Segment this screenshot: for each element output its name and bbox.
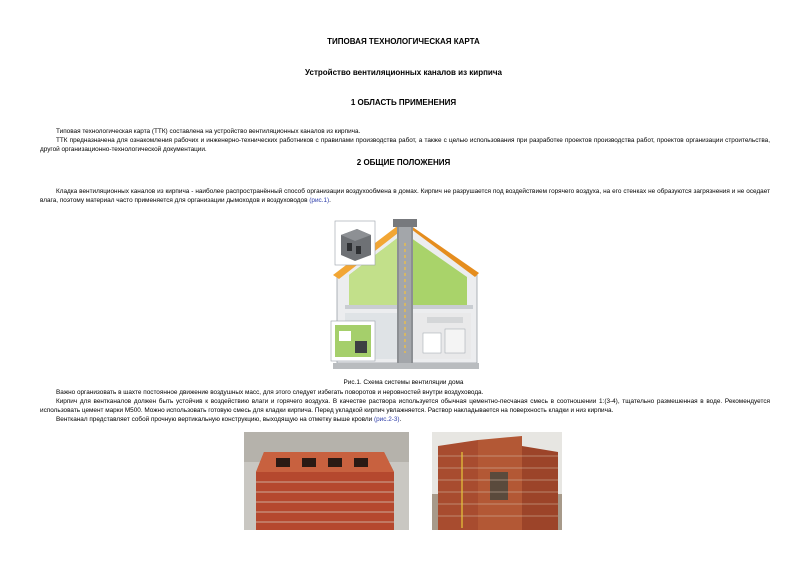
- section2-body-continued: [40, 388, 770, 424]
- paragraph-ventilation-channel: [40, 415, 770, 424]
- figure2-3-link[interactable]: (рис.2-3): [373, 416, 400, 423]
- figure3-brick-wall-photo: [432, 432, 562, 530]
- figure2-brick-vent-photo: [244, 432, 409, 530]
- section2-paragraph-1: [40, 187, 770, 205]
- section2-body: [40, 187, 770, 205]
- section1-body: [40, 127, 770, 154]
- section1-heading: 1 ОБЛАСТЬ ПРИМЕНЕНИЯ: [350, 98, 457, 107]
- figure1-caption: Рис.1. Схема системы вентиляции дома: [343, 379, 464, 386]
- figure1-link[interactable]: (рис.1): [309, 197, 330, 204]
- document-title: ТИПОВАЯ ТЕХНОЛОГИЧЕСКАЯ КАРТА: [327, 37, 480, 46]
- paragraph-brick-requirements: Кирпич для вентканалов должен быть устойчив к воздействию влаги и горячего воздуха. В качестве раствора используется обычная цементно-песчаная смесь в соотношении 1:(3-4), тщательно размешенная в воде. Рекомендуется использовать цемент марки М500. Можно использовать готовую смесь для кладки кирпича. Перед укладкой кирпич увлажняется. Раствор накладывается на поверхность кладки и низ кирпича.: [40, 398, 770, 414]
- document-subtitle: Устройство вентиляционных каналов из кирпича: [305, 68, 502, 77]
- section2-heading: 2 ОБЩИЕ ПОЛОЖЕНИЯ: [356, 158, 451, 167]
- figure1-ventilation-scheme: [327, 213, 481, 373]
- section2-paragraph-1-text: Кладка вентиляционных каналов из кирпича - наиболее распространённый способ организации воздухообмена в домах. Кирпич не разрушается под воздействием горячего воздуха, на его стенках не образуются загрязнения и не оседает влага, поэтому материал часто применяется для организации дымоходов и воздуховодов: [40, 188, 770, 204]
- paragraph-ventilation-channel-text: Вентканал представляет собой прочную вертикальную конструкцию, выходящую на отметку выше кровли: [56, 416, 373, 423]
- paragraph-air-movement: Важно организовать в шахте постоянное движение воздушных масс, для этого следует избегать поворотов и неровностей внутри воздуховода.: [56, 389, 484, 396]
- section2-paragraph-1-end: .: [329, 197, 331, 204]
- section1-paragraph-1: Типовая технологическая карта (ТТК) составлена на устройство вентиляционных каналов из кирпича.: [56, 128, 361, 135]
- section1-paragraph-2: ТТК предназначена для ознакомления рабочих и инженерно-технических работников с правилами производства работ, а также с целью использования при разработке проектов производства работ, проектов организации строительства, другой организационно-технологической документации.: [40, 137, 770, 153]
- paragraph-ventilation-channel-end: .: [399, 416, 402, 423]
